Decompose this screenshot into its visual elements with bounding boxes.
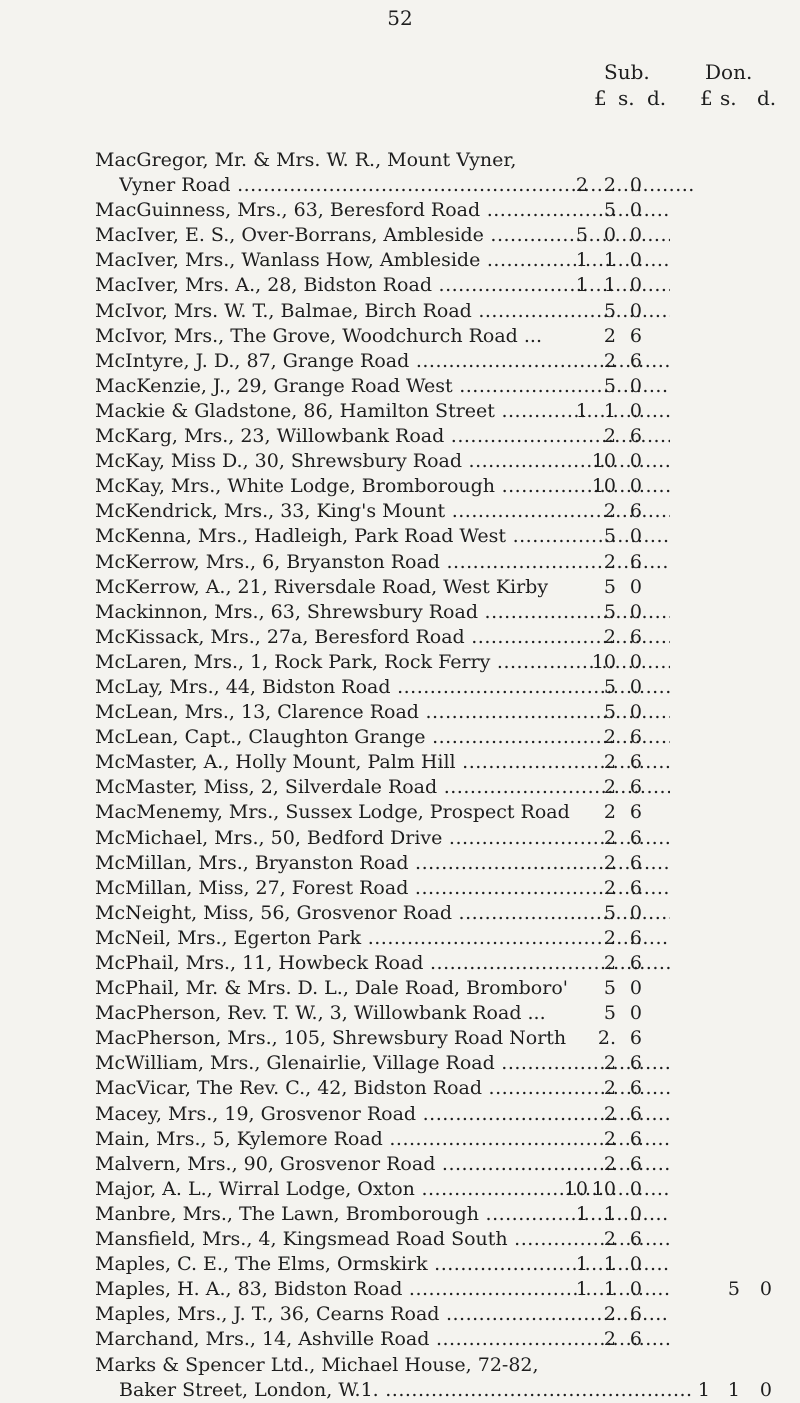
sub-pence: 6 [629,625,642,648]
sub-shillings: 2 [603,625,616,648]
list-item [0,976,800,1001]
sub-pence: 6 [629,801,642,824]
sub-pence: 6 [629,926,642,949]
subscriber-name: McLean, Capt., Claughton Grange ..... [95,725,670,750]
list-item [0,449,800,474]
subscriber-name: MacIver, E. S., Over-Borrans, Ambleside ..... [95,223,670,248]
subscriber-name: McMillan, Mrs., Bryanston Road ..... [95,851,670,876]
list-item [0,248,800,273]
subscriber-name: McMichael, Mrs., 50, Bedford Drive ..... [95,826,670,851]
subscriber-name: McNeight, Miss, 56, Grosvenor Road ..... [95,901,670,926]
list-item [0,750,800,775]
sub-pence: 6 [629,1102,642,1125]
subscriber-name: McIvor, Mrs. W. T., Balmae, Birch Road ..... [95,299,670,324]
page-number: 52 [387,6,413,30]
list-item [0,901,800,926]
subscriber-name: McLaren, Mrs., 1, Rock Park, Rock Ferry ..... [95,650,670,675]
list-item [0,725,800,750]
sub-shillings: 2 [603,952,616,974]
sub-pounds: 10 [563,1177,588,1200]
subscriber-name: MacMenemy, Mrs., Sussex Lodge, Prospect Road [95,801,570,824]
list-item [0,148,800,173]
subscriber-name: McKay, Miss D., 30, Shrewsbury Road ..... [95,449,670,474]
subscriber-name: MacVicar, The Rev. C., 42, Bidston Road ..... [95,1076,670,1101]
don-pence-unit: d. [757,86,777,110]
sub-shillings: 10 [591,450,616,473]
sub-shillings: 2 [603,1077,616,1100]
sub-pence: 0 [629,977,642,1000]
subscription-list [0,148,800,1403]
subscriber-name: McMillan, Miss, 27, Forest Road ..... [95,876,670,901]
list-item [0,273,800,298]
sub-pence: 0 [629,199,642,222]
sub-pence: 0 [629,701,642,724]
sub-pence: 0 [629,274,642,297]
subscriber-name: Maples, C. E., The Elms, Ormskirk ..... [95,1252,670,1277]
subscriber-name: Marchand, Mrs., 14, Ashville Road ..... [95,1327,670,1352]
sub-shillings: 1 [603,274,616,297]
subscriber-name: McLay, Mrs., 44, Bidston Road ..... [95,675,670,700]
sub-shillings: 0 [603,224,616,247]
sub-pence: 0 [629,525,642,548]
sub-pence: 6 [629,1228,642,1251]
sub-pence: 0 [629,450,642,473]
subscriber-name: McKerrow, Mrs., 6, Bryanston Road ..... [95,550,670,575]
subscriber-name: Main, Mrs., 5, Kylemore Road ..... [95,1127,670,1152]
sub-shillings: 2 [603,926,616,949]
list-item [0,1378,800,1403]
sub-pence: 0 [629,600,642,623]
sub-pence: 6 [629,1303,642,1326]
sub-pence: 0 [629,1253,642,1276]
subscriber-name: McKarg, Mrs., 23, Willowbank Road ..... [95,424,670,449]
list-item [0,1001,800,1026]
list-item [0,1252,800,1277]
list-item [0,173,800,198]
sub-pence: 0 [629,1177,642,1200]
sub-pence: 6 [629,324,642,347]
sub-shillings: 5 [603,575,616,598]
sub-shillings: 5 [603,977,616,1000]
list-item [0,399,800,424]
sub-pence: 0 [629,575,642,598]
sub-shillings: 5 [603,299,616,322]
list-item [0,650,800,675]
subscriber-name: McIntyre, J. D., 87, Grange Road ..... [95,349,670,374]
subscriber-name: McNeil, Mrs., Egerton Park ..... [95,926,670,951]
subscriber-name: McLean, Mrs., 13, Clarence Road ..... [95,700,670,725]
sub-pounds: 1 [575,274,588,297]
list-item [0,675,800,700]
list-item [0,851,800,876]
subscriber-name: Mackinnon, Mrs., 63, Shrewsbury Road ..... [95,600,670,625]
don-shilling-unit: s. [720,86,737,110]
subscriber-name: MacIver, Mrs. A., 28, Bidston Road ..... [95,273,670,298]
don-pence: 0 [759,1278,772,1301]
list-item [0,349,800,374]
sub-shillings: 2 [603,425,616,448]
subscriber-name: McKenna, Mrs., Hadleigh, Park Road West ..... [95,524,670,549]
list-item [0,700,800,725]
sub-shillings: 2 [603,349,616,372]
list-item [0,775,800,800]
sub-shillings: 10 [591,650,616,673]
sub-shillings: 10 [591,1177,616,1200]
sub-pence: 0 [629,475,642,498]
subscriber-name: McKerrow, A., 21, Riversdale Road, West Kirby [95,575,549,598]
sub-shillings: 2 [603,876,616,899]
sub-shillings: 2 [603,324,616,347]
sub-pence: 0 [629,675,642,698]
list-item [0,424,800,449]
subscriber-name: Marks & Spencer Ltd., Michael House, 72-82, [95,1353,539,1376]
sub-pence: 6 [629,826,642,849]
subscriber-name: MacIver, Mrs., Wanlass How, Ambleside ..... [95,248,670,273]
sub-pence: 6 [629,1052,642,1075]
sub-shilling-unit: s. [618,86,635,110]
sub-pence: 6 [629,550,642,573]
sub-pence: 0 [629,1278,642,1301]
sub-pence: 0 [629,249,642,272]
don-shillings: 5 [727,1278,740,1301]
list-item [0,1353,800,1378]
sub-pence: 6 [629,952,642,974]
sub-pence: 0 [629,650,642,673]
subscriber-name: MacPherson, Mrs., 105, Shrewsbury Road North [95,1027,567,1050]
sub-pence: 0 [629,374,642,397]
subscriber-name: Baker Street, London, W.1. ..... [119,1378,694,1403]
sub-pence: 6 [629,776,642,799]
list-item [0,1076,800,1101]
list-item [0,1302,800,1327]
sub-pence-unit: d. [647,86,667,110]
list-item [0,600,800,625]
list-item [0,1177,800,1202]
sub-shillings: 5 [603,374,616,397]
sub-pence: 0 [629,399,642,422]
don-pence: 0 [759,1378,772,1401]
sub-shillings: 5 [603,1002,616,1025]
sub-shillings: 2 [603,826,616,849]
sub-shillings: 1 [603,1253,616,1276]
sub-pence: 6 [629,751,642,774]
sub-shillings: 2. [597,1027,616,1050]
sub-shillings: 10 [591,475,616,498]
list-item [0,499,800,524]
subscriber-name: McPhail, Mrs., 11, Howbeck Road ..... [95,951,670,976]
list-item [0,1127,800,1152]
list-item [0,826,800,851]
sub-pence: 0 [629,1202,642,1225]
subscriber-name: Manbre, Mrs., The Lawn, Bromborough ..... [95,1202,670,1227]
sub-pounds: 1 [575,399,588,422]
subscriber-name: Major, A. L., Wirral Lodge, Oxton ..... [95,1177,670,1202]
list-item [0,575,800,600]
sub-pence: 6 [629,1328,642,1351]
list-item [0,524,800,549]
subscriber-name: Maples, Mrs., J. T., 36, Cearns Road ..... [95,1302,670,1327]
don-column-header: Don. [705,60,753,84]
list-item [0,550,800,575]
sub-shillings: 1 [603,1202,616,1225]
sub-shillings: 2 [603,801,616,824]
sub-pounds: 1 [575,1202,588,1225]
sub-shillings: 2 [603,174,616,197]
list-item [0,474,800,499]
sub-shillings: 2 [603,1127,616,1150]
subscriber-name: McKendrick, Mrs., 33, King's Mount ..... [95,499,670,524]
sub-shillings: 2 [603,550,616,573]
sub-pence: 6 [629,726,642,749]
sub-pence: 6 [629,500,642,523]
subscriber-name: Mansfield, Mrs., 4, Kingsmead Road South ..... [95,1227,670,1252]
sub-shillings: 2 [603,500,616,523]
sub-shillings: 2 [603,1328,616,1351]
sub-shillings: 5 [603,525,616,548]
subscriber-name: McWilliam, Mrs., Glenairlie, Village Road ..... [95,1051,670,1076]
sub-pence: 0 [629,299,642,322]
list-item [0,1327,800,1352]
sub-pence: 6 [629,349,642,372]
sub-shillings: 5 [603,600,616,623]
list-item [0,324,800,349]
subscriber-name: Macey, Mrs., 19, Grosvenor Road ..... [95,1102,670,1127]
sub-shillings: 2 [603,1228,616,1251]
sub-shillings: 2 [603,751,616,774]
sub-shillings: 5 [603,675,616,698]
sub-pence: 6 [629,1027,642,1050]
subscriber-name: Malvern, Mrs., 90, Grosvenor Road ..... [95,1152,670,1177]
sub-pence: 0 [629,174,642,197]
sub-pound-unit: £ [594,86,607,110]
subscriber-name: McKay, Mrs., White Lodge, Bromborough ..... [95,474,670,499]
list-item [0,926,800,951]
sub-pence: 6 [629,1077,642,1100]
list-item [0,1051,800,1076]
sub-pounds: 1 [575,1278,588,1301]
list-item [0,198,800,223]
list-item [0,1202,800,1227]
sub-pounds: 5 [575,224,588,247]
subscriber-name: McPhail, Mr. & Mrs. D. L., Dale Road, Bromboro' [95,977,568,1000]
subscriber-name: Mackie & Gladstone, 86, Hamilton Street ..... [95,399,670,424]
sub-pence: 6 [629,876,642,899]
list-item [0,374,800,399]
sub-shillings: 1 [603,399,616,422]
sub-shillings: 5 [603,199,616,222]
list-item [0,1152,800,1177]
subscriber-name: Maples, H. A., 83, Bidston Road ..... [95,1277,670,1302]
don-pound-unit: £ [700,86,713,110]
subscriber-name: McKissack, Mrs., 27a, Beresford Road ..... [95,625,670,650]
sub-shillings: 2 [603,1102,616,1125]
list-item [0,625,800,650]
list-item [0,1102,800,1127]
sub-pence: 6 [629,851,642,874]
list-item [0,223,800,248]
sub-pence: 0 [629,1002,642,1025]
sub-shillings: 2 [603,776,616,799]
list-item [0,1277,800,1302]
subscriber-name: MacGregor, Mr. & Mrs. W. R., Mount Vyner, [95,149,517,171]
don-shillings: 1 [727,1378,740,1401]
sub-shillings: 2 [603,1052,616,1075]
sub-pounds: 1 [575,249,588,272]
sub-pence: 0 [629,901,642,924]
subscriber-name: McMaster, Miss, 2, Silverdale Road ..... [95,775,670,800]
sub-pence: 6 [629,1127,642,1150]
list-item [0,1227,800,1252]
subscriber-name: MacGuinness, Mrs., 63, Beresford Road ..... [95,198,670,223]
sub-pence: 6 [629,1152,642,1175]
list-item [0,876,800,901]
sub-pence: 6 [629,425,642,448]
sub-shillings: 1 [603,1278,616,1301]
list-item [0,951,800,976]
sub-shillings: 2 [603,1303,616,1326]
sub-shillings: 1 [603,249,616,272]
subscriber-name: Vyner Road ..... [119,173,694,198]
sub-column-header: Sub. [604,60,650,84]
sub-shillings: 2 [603,851,616,874]
sub-shillings: 5 [603,701,616,724]
subscriber-name: McMaster, A., Holly Mount, Palm Hill ..... [95,750,670,775]
sub-shillings: 2 [603,1152,616,1175]
don-pounds: 1 [697,1378,710,1401]
sub-pounds: 2 [575,174,588,197]
subscriber-name: MacKenzie, J., 29, Grange Road West ..... [95,374,670,399]
sub-pence: 0 [629,224,642,247]
sub-pounds: 1 [575,1253,588,1276]
list-item [0,1026,800,1051]
sub-shillings: 5 [603,901,616,924]
subscriber-name: McIvor, Mrs., The Grove, Woodchurch Road ... [95,324,542,347]
subscriber-name: MacPherson, Rev. T. W., 3, Willowbank Road ... [95,1002,546,1025]
list-item [0,800,800,825]
sub-shillings: 2 [603,726,616,749]
list-item [0,299,800,324]
